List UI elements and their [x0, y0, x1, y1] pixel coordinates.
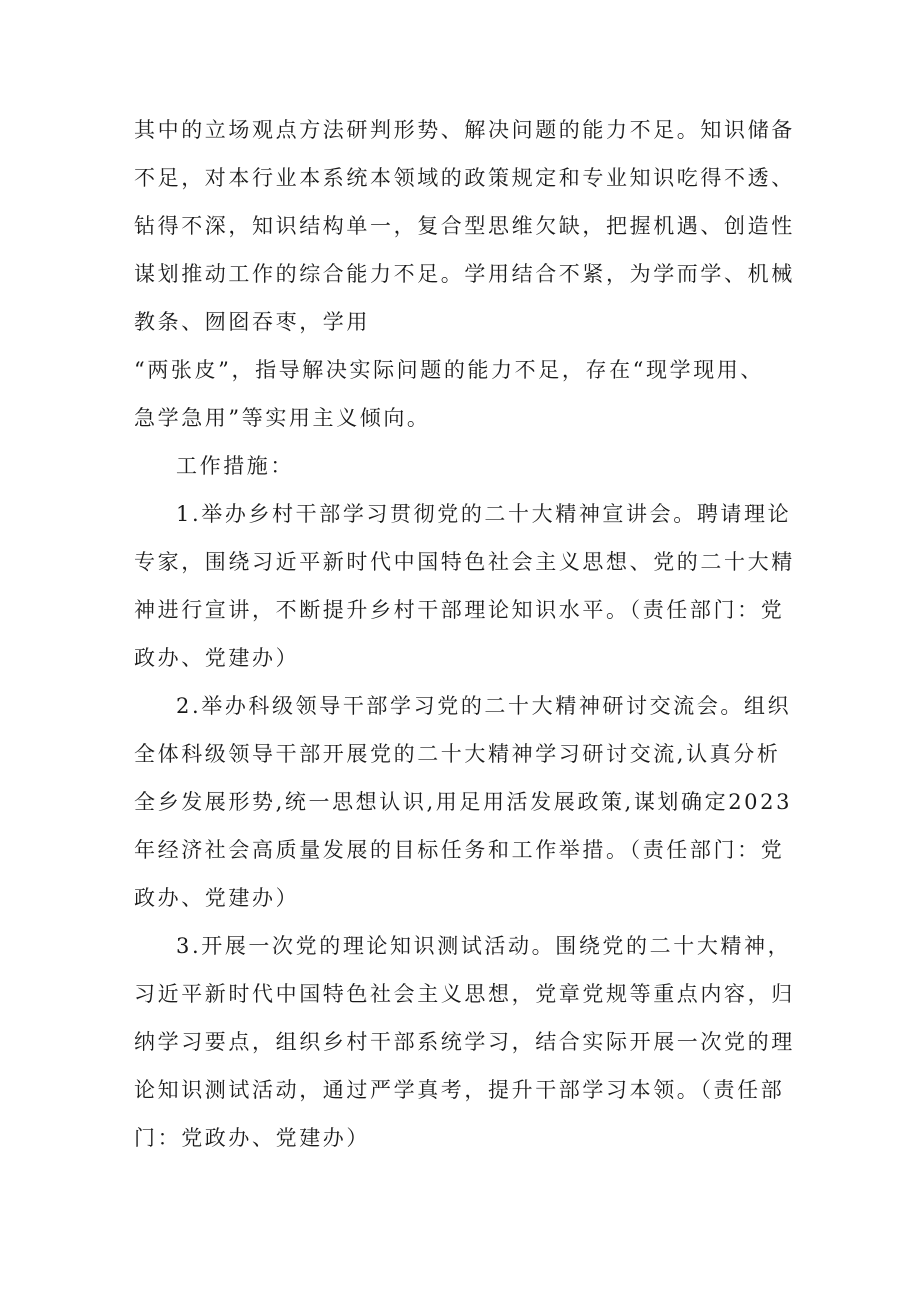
measure-2-line: 政办、党建办）: [134, 886, 300, 910]
measure-3-line: 3.开展一次党的理论知识测试活动。围绕党的二十大精神，: [176, 934, 792, 958]
intro-line: 不足，对本行业本系统本领域的政策规定和专业知识吃得不透、: [134, 166, 795, 190]
intro-line: 谋划推动工作的综合能力不足。学用结合不紧，为学而学、机械: [134, 262, 795, 286]
measure-2-line: 年经济社会高质量发展的目标任务和工作举措。（责任部门：党: [134, 838, 785, 862]
intro-line: 其中的立场观点方法研判形势、解决问题的能力不足。知识储备: [134, 118, 795, 142]
measure-3-line: 纳学习要点，组织乡村干部系统学习，结合实际开展一次党的理: [134, 1030, 795, 1054]
measure-2-line: 2.举办科级领导干部学习党的二十大精神研讨交流会。组织: [176, 694, 792, 718]
measure-3-line: 习近平新时代中国特色社会主义思想，党章党规等重点内容，归: [134, 982, 795, 1006]
section-heading: 工作措施：: [176, 454, 294, 478]
measure-1-line: 神进行宣讲，不断提升乡村干部理论知识水平。（责任部门：党: [134, 598, 785, 622]
measure-3-line: 门：党政办、党建办）: [134, 1126, 370, 1150]
measure-3-line: 论知识测试活动，通过严学真考，提升干部学习本领。（责任部: [134, 1078, 785, 1102]
measure-2-line: 全体科级领导干部开展党的二十大精神学习研讨交流,认真分析: [134, 742, 781, 766]
intro-line: 教条、囫囵吞枣，学用: [134, 310, 370, 334]
measure-1-line: 专家，围绕习近平新时代中国特色社会主义思想、党的二十大精: [134, 550, 795, 574]
measure-2-line: 全乡发展形势,统一思想认识,用足用活发展政策,谋划确定2023: [134, 790, 793, 814]
measure-1-line: 政办、党建办）: [134, 646, 300, 670]
intro-line: 急学急用”等实用主义倾向。: [134, 406, 431, 430]
intro-line: 钻得不深，知识结构单一，复合型思维欠缺，把握机遇、创造性: [134, 214, 795, 238]
intro-line: “两张皮”，指导解决实际问题的能力不足，存在“现学现用、: [134, 358, 765, 382]
measure-1-line: 1.举办乡村干部学习贯彻党的二十大精神宣讲会。聘请理论: [176, 502, 792, 526]
